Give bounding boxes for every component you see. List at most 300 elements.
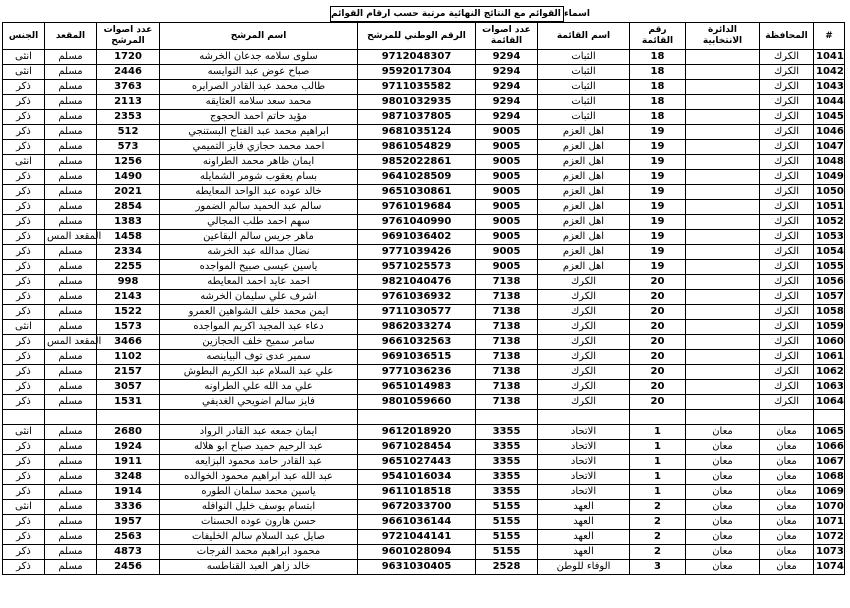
index-cell: 1067 — [814, 455, 845, 470]
candidate-votes-cell: 1490 — [97, 170, 160, 185]
seat-cell: مسلم — [45, 455, 97, 470]
list-name-cell: الكرك — [538, 395, 630, 410]
national-id-cell: 9761036932 — [358, 290, 476, 305]
gender-cell: ذكر — [3, 275, 45, 290]
list-votes-cell: 5155 — [476, 500, 538, 515]
index-cell: 1065 — [814, 425, 845, 440]
list-votes-cell: 9294 — [476, 65, 538, 80]
candidate-votes-cell: 1531 — [97, 395, 160, 410]
list-votes-cell: 5155 — [476, 530, 538, 545]
empty-cell — [686, 410, 760, 425]
candidate-name-cell: ايمان ظاهر محمد الطراونه — [160, 155, 358, 170]
list-name-cell: اهل العزم — [538, 170, 630, 185]
governorate-cell: الكرك — [760, 110, 814, 125]
index-cell: 1051 — [814, 200, 845, 215]
list-votes-cell: 7138 — [476, 395, 538, 410]
index-cell: 1049 — [814, 170, 845, 185]
list-votes-cell: 7138 — [476, 365, 538, 380]
index-cell: 1069 — [814, 485, 845, 500]
list-number-cell: 19 — [630, 245, 686, 260]
list-name-cell: الثبات — [538, 80, 630, 95]
table-row — [3, 425, 845, 440]
candidate-name-cell: طالب محمد عبد القادر الصرايره — [160, 80, 358, 95]
national-id-cell: 9861054829 — [358, 140, 476, 155]
list-votes-cell: 7138 — [476, 275, 538, 290]
candidate-votes-cell: 1383 — [97, 215, 160, 230]
index-cell: 1058 — [814, 305, 845, 320]
empty-cell — [3, 410, 45, 425]
candidate-name-cell: احمد محمد حجازي فايز التميمي — [160, 140, 358, 155]
list-name-cell: اهل العزم — [538, 200, 630, 215]
list-number-cell: 20 — [630, 275, 686, 290]
list-number-cell: 19 — [630, 170, 686, 185]
candidate-name-cell: مؤيد حاتم احمد الحجوج — [160, 110, 358, 125]
candidate-votes-cell: 573 — [97, 140, 160, 155]
empty-cell — [97, 410, 160, 425]
list-name-cell: الكرك — [538, 365, 630, 380]
list-number-cell: 20 — [630, 380, 686, 395]
list-name-cell: الاتحاد — [538, 485, 630, 500]
candidate-votes-cell: 2854 — [97, 200, 160, 215]
seat-cell: مسلم — [45, 185, 97, 200]
index-cell: 1061 — [814, 350, 845, 365]
header-gender: الجنس — [3, 23, 45, 50]
national-id-cell: 9612018920 — [358, 425, 476, 440]
gender-cell: ذكر — [3, 440, 45, 455]
list-name-cell: اهل العزم — [538, 245, 630, 260]
candidate-name-cell: دعاء عبد المجيد اكريم المواجده — [160, 320, 358, 335]
seat-cell: مسلم — [45, 275, 97, 290]
list-number-cell: 19 — [630, 155, 686, 170]
index-cell: 1059 — [814, 320, 845, 335]
list-votes-cell: 7138 — [476, 290, 538, 305]
district-cell: معان — [686, 455, 760, 470]
list-number-cell: 20 — [630, 365, 686, 380]
gender-cell: ذكر — [3, 560, 45, 575]
list-name-cell: العهد — [538, 545, 630, 560]
index-cell: 1068 — [814, 470, 845, 485]
governorate-cell: الكرك — [760, 65, 814, 80]
candidate-votes-cell: 1256 — [97, 155, 160, 170]
gender-cell: انثى — [3, 65, 45, 80]
national-id-cell: 9871037805 — [358, 110, 476, 125]
index-cell: 1043 — [814, 80, 845, 95]
list-votes-cell: 9005 — [476, 125, 538, 140]
district-cell: معان — [686, 440, 760, 455]
governorate-cell: الكرك — [760, 170, 814, 185]
table-row — [3, 230, 845, 245]
district-cell — [686, 65, 760, 80]
seat-cell: مسلم — [45, 320, 97, 335]
list-name-cell: الاتحاد — [538, 440, 630, 455]
list-name-cell: العهد — [538, 515, 630, 530]
gender-cell: انثى — [3, 500, 45, 515]
candidate-votes-cell: 1522 — [97, 305, 160, 320]
gender-cell: ذكر — [3, 215, 45, 230]
index-cell: 1060 — [814, 335, 845, 350]
national-id-cell: 9541016034 — [358, 470, 476, 485]
list-name-cell: اهل العزم — [538, 155, 630, 170]
list-name-cell: الاتحاد — [538, 425, 630, 440]
list-number-cell: 18 — [630, 110, 686, 125]
seat-cell: مسلم — [45, 440, 97, 455]
list-name-cell: العهد — [538, 500, 630, 515]
candidate-votes-cell: 2255 — [97, 260, 160, 275]
candidate-name-cell: ابراهيم محمد عبد الفتاح البستنجي — [160, 125, 358, 140]
governorate-cell: الكرك — [760, 155, 814, 170]
header-list-name: اسم القائمة — [538, 23, 630, 50]
candidate-name-cell: محمد سعد سلامه العثايقه — [160, 95, 358, 110]
gender-cell: ذكر — [3, 515, 45, 530]
seat-cell: مسلم — [45, 50, 97, 65]
index-cell: 1052 — [814, 215, 845, 230]
empty-cell — [630, 410, 686, 425]
table-row — [3, 95, 845, 110]
list-votes-cell: 9294 — [476, 110, 538, 125]
index-cell: 1071 — [814, 515, 845, 530]
table-row — [3, 260, 845, 275]
national-id-cell: 9651014983 — [358, 380, 476, 395]
list-number-cell: 2 — [630, 530, 686, 545]
list-votes-cell: 9294 — [476, 95, 538, 110]
list-number-cell: 2 — [630, 515, 686, 530]
district-cell — [686, 95, 760, 110]
seat-cell: مسلم — [45, 485, 97, 500]
seat-cell: المقعد المس — [45, 230, 97, 245]
index-cell: 1055 — [814, 260, 845, 275]
table-row — [3, 140, 845, 155]
candidate-name-cell: علي عبد السلام عبد الكريم البطوش — [160, 365, 358, 380]
district-cell — [686, 140, 760, 155]
seat-cell: المقعد المس — [45, 335, 97, 350]
list-name-cell: الكرك — [538, 305, 630, 320]
candidate-name-cell: حسن هارون عوده الحسنات — [160, 515, 358, 530]
governorate-cell: معان — [760, 500, 814, 515]
list-number-cell: 20 — [630, 395, 686, 410]
list-votes-cell: 9005 — [476, 245, 538, 260]
candidate-votes-cell: 1573 — [97, 320, 160, 335]
national-id-cell: 9801032935 — [358, 95, 476, 110]
list-name-cell: الثبات — [538, 110, 630, 125]
header-row — [3, 23, 845, 50]
table-row — [3, 380, 845, 395]
empty-cell — [476, 410, 538, 425]
governorate-cell: الكرك — [760, 275, 814, 290]
list-name-cell: اهل العزم — [538, 185, 630, 200]
candidate-name-cell: احمد عايد احمد المعايطه — [160, 275, 358, 290]
header-seat: المقعد — [45, 23, 97, 50]
list-votes-cell: 7138 — [476, 380, 538, 395]
table-row — [3, 50, 845, 65]
header-candidate-votes: عدد اصوات المرشح — [97, 23, 160, 50]
list-number-cell: 18 — [630, 50, 686, 65]
page-title: اسماء القوائم مع النتائج النهائية مرتبة حسب ارقام القوائم — [330, 6, 564, 22]
district-cell — [686, 80, 760, 95]
candidate-name-cell: خالد عوده عبد الواحد المعايطه — [160, 185, 358, 200]
table-row — [3, 560, 845, 575]
index-cell: 1047 — [814, 140, 845, 155]
candidate-name-cell: ياسين محمد سلمان الطوره — [160, 485, 358, 500]
district-cell — [686, 200, 760, 215]
table-row — [3, 110, 845, 125]
national-id-cell: 9711030577 — [358, 305, 476, 320]
district-cell — [686, 125, 760, 140]
list-number-cell: 1 — [630, 470, 686, 485]
seat-cell: مسلم — [45, 500, 97, 515]
list-number-cell: 20 — [630, 305, 686, 320]
candidate-votes-cell: 2680 — [97, 425, 160, 440]
national-id-cell: 9641028509 — [358, 170, 476, 185]
gender-cell: ذكر — [3, 140, 45, 155]
governorate-cell: الكرك — [760, 125, 814, 140]
seat-cell: مسلم — [45, 425, 97, 440]
district-cell — [686, 245, 760, 260]
national-id-cell: 9631030405 — [358, 560, 476, 575]
candidate-votes-cell: 1911 — [97, 455, 160, 470]
table-row — [3, 125, 845, 140]
candidate-votes-cell: 1957 — [97, 515, 160, 530]
seat-cell: مسلم — [45, 530, 97, 545]
governorate-cell: معان — [760, 440, 814, 455]
national-id-cell: 9691036402 — [358, 230, 476, 245]
candidate-name-cell: سلوى سلامه جدعان الخرشه — [160, 50, 358, 65]
district-cell — [686, 335, 760, 350]
empty-cell — [538, 410, 630, 425]
governorate-cell: الكرك — [760, 50, 814, 65]
list-votes-cell: 9005 — [476, 155, 538, 170]
seat-cell: مسلم — [45, 215, 97, 230]
governorate-cell: الكرك — [760, 380, 814, 395]
table-row — [3, 245, 845, 260]
list-name-cell: الثبات — [538, 50, 630, 65]
governorate-cell: الكرك — [760, 260, 814, 275]
national-id-cell: 9862033274 — [358, 320, 476, 335]
district-cell — [686, 305, 760, 320]
table-row — [3, 305, 845, 320]
seat-cell: مسلم — [45, 365, 97, 380]
district-cell — [686, 395, 760, 410]
index-cell: 1073 — [814, 545, 845, 560]
district-cell — [686, 260, 760, 275]
governorate-cell: الكرك — [760, 215, 814, 230]
candidate-votes-cell: 998 — [97, 275, 160, 290]
table-row — [3, 200, 845, 215]
national-id-cell: 9712048307 — [358, 50, 476, 65]
national-id-cell: 9771036236 — [358, 365, 476, 380]
list-name-cell: اهل العزم — [538, 140, 630, 155]
governorate-cell: الكرك — [760, 335, 814, 350]
list-name-cell: الكرك — [538, 350, 630, 365]
candidate-votes-cell: 2113 — [97, 95, 160, 110]
table-row — [3, 215, 845, 230]
list-name-cell: الكرك — [538, 320, 630, 335]
district-cell: معان — [686, 560, 760, 575]
table-row — [3, 395, 845, 410]
list-number-cell: 20 — [630, 335, 686, 350]
candidate-votes-cell: 2456 — [97, 560, 160, 575]
candidate-name-cell: ياسين عيسى صبيح المواجده — [160, 260, 358, 275]
list-votes-cell: 9294 — [476, 50, 538, 65]
list-number-cell: 20 — [630, 320, 686, 335]
governorate-cell: الكرك — [760, 80, 814, 95]
national-id-cell: 9711035582 — [358, 80, 476, 95]
empty-cell — [814, 410, 845, 425]
index-cell: 1053 — [814, 230, 845, 245]
governorate-cell: الكرك — [760, 305, 814, 320]
candidate-votes-cell: 1720 — [97, 50, 160, 65]
candidate-votes-cell: 2334 — [97, 245, 160, 260]
list-votes-cell: 3355 — [476, 425, 538, 440]
national-id-cell: 9761040990 — [358, 215, 476, 230]
list-name-cell: الاتحاد — [538, 470, 630, 485]
candidate-name-cell: سهم احمد طلب المجالي — [160, 215, 358, 230]
list-votes-cell: 5155 — [476, 515, 538, 530]
gender-cell: ذكر — [3, 290, 45, 305]
table-body — [3, 23, 845, 575]
national-id-cell: 9651027443 — [358, 455, 476, 470]
candidate-votes-cell: 512 — [97, 125, 160, 140]
gender-cell: ذكر — [3, 395, 45, 410]
list-number-cell: 2 — [630, 500, 686, 515]
governorate-cell: معان — [760, 530, 814, 545]
candidate-votes-cell: 3763 — [97, 80, 160, 95]
table-row — [3, 530, 845, 545]
list-number-cell: 3 — [630, 560, 686, 575]
list-name-cell: العهد — [538, 530, 630, 545]
gender-cell: ذكر — [3, 545, 45, 560]
list-votes-cell: 2528 — [476, 560, 538, 575]
list-votes-cell: 9294 — [476, 80, 538, 95]
national-id-cell: 9571025573 — [358, 260, 476, 275]
list-name-cell: الكرك — [538, 335, 630, 350]
list-number-cell: 19 — [630, 260, 686, 275]
list-number-cell: 20 — [630, 290, 686, 305]
district-cell — [686, 290, 760, 305]
index-cell: 1063 — [814, 380, 845, 395]
district-cell: معان — [686, 545, 760, 560]
candidate-votes-cell: 2021 — [97, 185, 160, 200]
list-number-cell: 20 — [630, 350, 686, 365]
empty-cell — [160, 410, 358, 425]
candidate-votes-cell: 2446 — [97, 65, 160, 80]
list-name-cell: الثبات — [538, 95, 630, 110]
national-id-cell: 9771039426 — [358, 245, 476, 260]
seat-cell: مسلم — [45, 290, 97, 305]
list-number-cell: 1 — [630, 440, 686, 455]
seat-cell: مسلم — [45, 95, 97, 110]
table-row — [3, 350, 845, 365]
list-number-cell: 18 — [630, 95, 686, 110]
seat-cell: مسلم — [45, 305, 97, 320]
candidate-votes-cell: 2157 — [97, 365, 160, 380]
governorate-cell: الكرك — [760, 245, 814, 260]
table-row — [3, 545, 845, 560]
governorate-cell: الكرك — [760, 95, 814, 110]
seat-cell: مسلم — [45, 140, 97, 155]
index-cell: 1048 — [814, 155, 845, 170]
index-cell: 1041 — [814, 50, 845, 65]
table-row — [3, 485, 845, 500]
empty-cell — [45, 410, 97, 425]
governorate-cell: الكرك — [760, 365, 814, 380]
gender-cell: ذكر — [3, 125, 45, 140]
list-number-cell: 1 — [630, 425, 686, 440]
district-cell — [686, 365, 760, 380]
index-cell: 1064 — [814, 395, 845, 410]
district-cell — [686, 350, 760, 365]
district-cell: معان — [686, 425, 760, 440]
national-id-cell: 9661036144 — [358, 515, 476, 530]
seat-cell: مسلم — [45, 395, 97, 410]
candidate-votes-cell: 2563 — [97, 530, 160, 545]
gender-cell: ذكر — [3, 485, 45, 500]
list-number-cell: 1 — [630, 485, 686, 500]
seat-cell: مسلم — [45, 80, 97, 95]
candidate-votes-cell: 3057 — [97, 380, 160, 395]
seat-cell: مسلم — [45, 470, 97, 485]
index-cell: 1056 — [814, 275, 845, 290]
gender-cell: ذكر — [3, 470, 45, 485]
table-row — [3, 365, 845, 380]
candidate-name-cell: محمود ابراهيم محمد الفرجات — [160, 545, 358, 560]
seat-cell: مسلم — [45, 170, 97, 185]
candidate-votes-cell: 4873 — [97, 545, 160, 560]
seat-cell: مسلم — [45, 245, 97, 260]
candidate-name-cell: علي مد الله علي الطراونه — [160, 380, 358, 395]
candidate-name-cell: خالد زاهر العبد القناطسه — [160, 560, 358, 575]
district-cell — [686, 155, 760, 170]
candidate-name-cell: سامر سميح خلف الحجازين — [160, 335, 358, 350]
candidate-name-cell: ماهر جريس سالم البقاعين — [160, 230, 358, 245]
candidate-votes-cell: 2353 — [97, 110, 160, 125]
candidate-votes-cell: 1914 — [97, 485, 160, 500]
gender-cell: ذكر — [3, 530, 45, 545]
list-number-cell: 19 — [630, 185, 686, 200]
table-row — [3, 290, 845, 305]
seat-cell: مسلم — [45, 350, 97, 365]
national-id-cell: 9721044141 — [358, 530, 476, 545]
list-votes-cell: 9005 — [476, 230, 538, 245]
candidate-name-cell: ابتسام يوسف خليل النوافله — [160, 500, 358, 515]
list-votes-cell: 7138 — [476, 305, 538, 320]
gender-cell: ذكر — [3, 170, 45, 185]
index-cell: 1074 — [814, 560, 845, 575]
governorate-cell: معان — [760, 485, 814, 500]
header-candidate-name: اسم المرشح — [160, 23, 358, 50]
national-id-cell: 9592017304 — [358, 65, 476, 80]
seat-cell: مسلم — [45, 515, 97, 530]
table-row — [3, 185, 845, 200]
list-votes-cell: 7138 — [476, 335, 538, 350]
national-id-cell: 9661032563 — [358, 335, 476, 350]
governorate-cell: معان — [760, 560, 814, 575]
group-separator-row — [3, 410, 845, 425]
index-cell: 1044 — [814, 95, 845, 110]
list-number-cell: 19 — [630, 200, 686, 215]
gender-cell: ذكر — [3, 365, 45, 380]
candidate-name-cell: عبد القادر حامد محمود البزايعه — [160, 455, 358, 470]
list-name-cell: الكرك — [538, 380, 630, 395]
candidate-name-cell: ايمان جمعه عبد القادر الرواد — [160, 425, 358, 440]
index-cell: 1072 — [814, 530, 845, 545]
table-row — [3, 320, 845, 335]
list-name-cell: الاتحاد — [538, 455, 630, 470]
index-cell: 1054 — [814, 245, 845, 260]
index-cell: 1066 — [814, 440, 845, 455]
table-row — [3, 500, 845, 515]
list-name-cell: اهل العزم — [538, 215, 630, 230]
table-row — [3, 440, 845, 455]
